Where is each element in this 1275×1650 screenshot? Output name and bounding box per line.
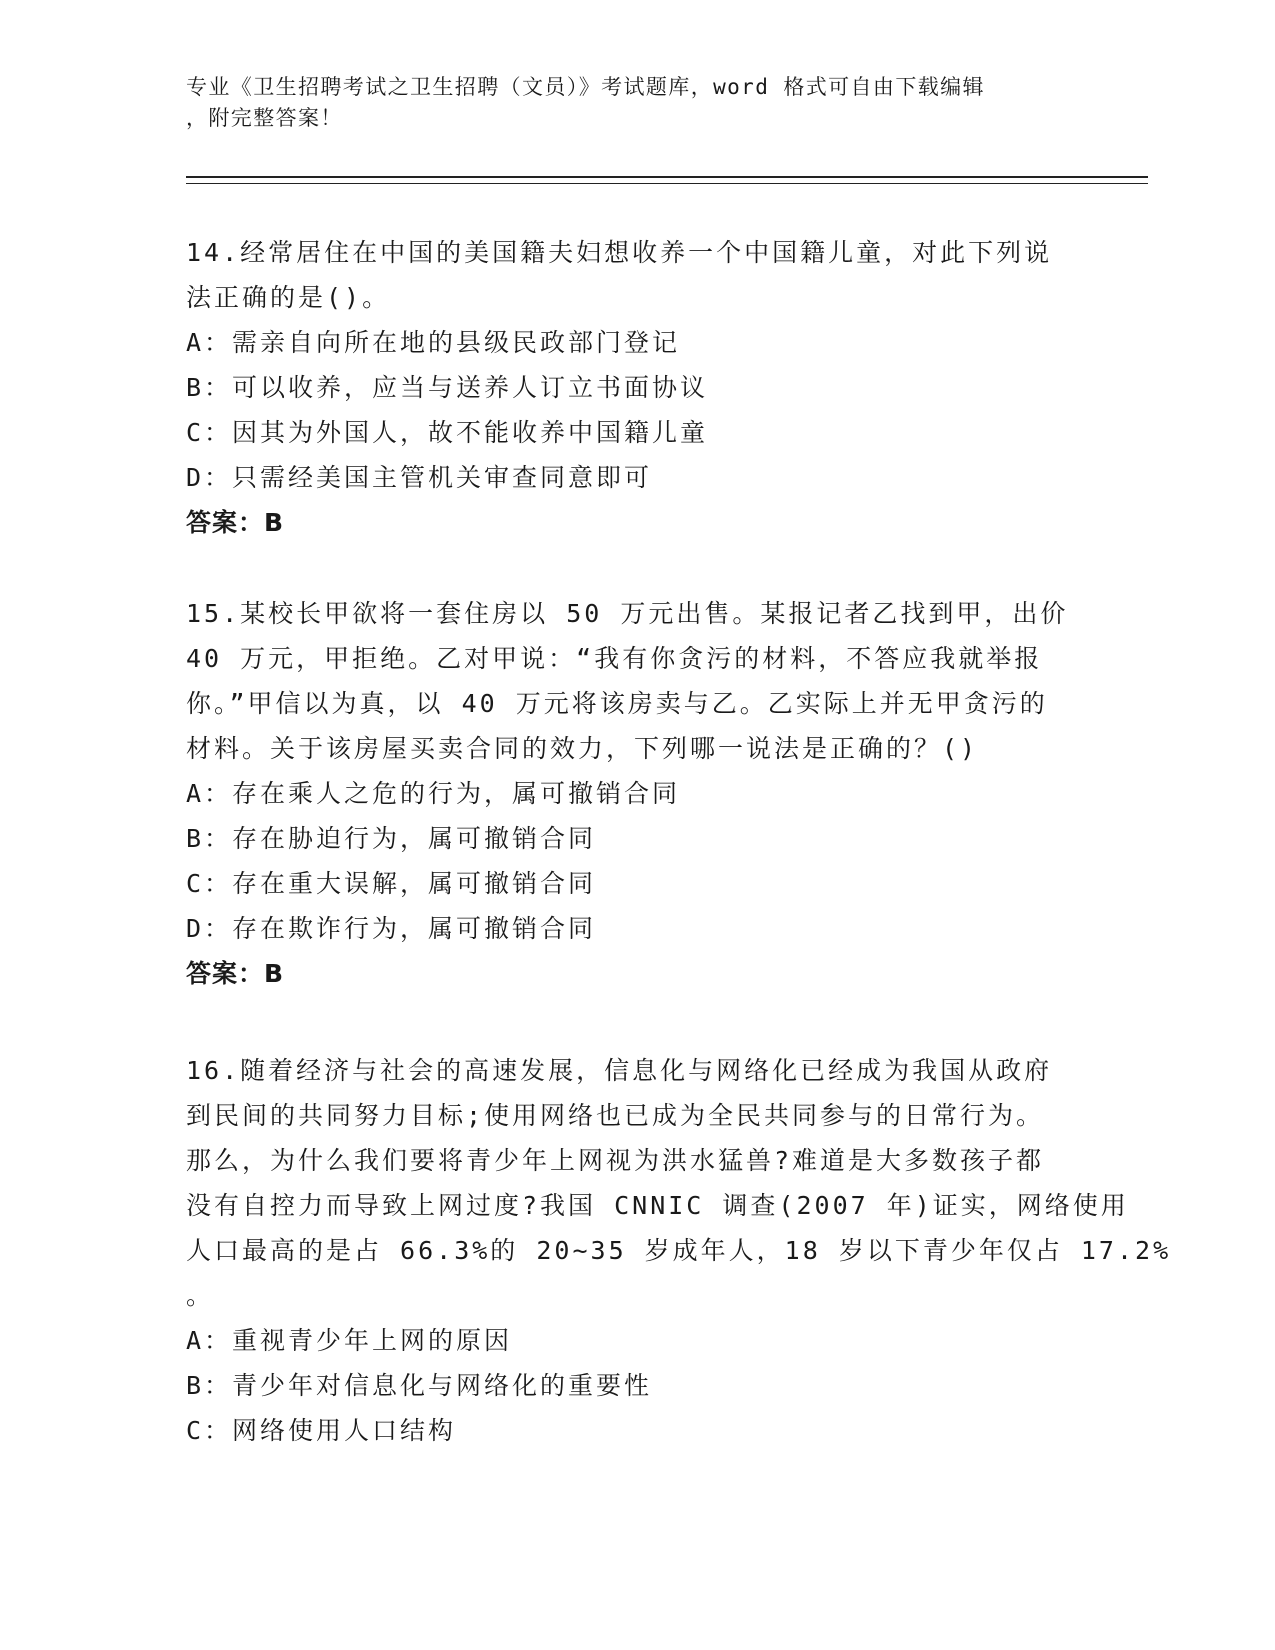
question-stem-line: 没有自控力而导致上网过度?我国 CNNIC 调查(2007 年)证实，网络使用 [186, 1191, 1129, 1220]
option-a: A：存在乘人之危的行为，属可撤销合同 [186, 779, 681, 808]
option-a: A：重视青少年上网的原因 [186, 1326, 513, 1355]
header-divider [186, 176, 1148, 184]
question-stem-line: 。 [186, 1281, 215, 1310]
question-stem-line: 到民间的共同努力目标;使用网络也已成为全民共同参与的日常行为。 [186, 1101, 1045, 1130]
option-b: B：存在胁迫行为，属可撤销合同 [186, 824, 597, 853]
option-c: C：存在重大误解，属可撤销合同 [186, 869, 597, 898]
option-d: D：存在欺诈行为，属可撤销合同 [186, 914, 597, 943]
question-stem-line: 14.经常居住在中国的美国籍夫妇想收养一个中国籍儿童，对此下列说 [186, 238, 1053, 267]
document-page [186, 72, 1172, 1445]
answer-line: 答案：B [186, 508, 285, 537]
option-a: A：需亲自向所在地的县级民政部门登记 [186, 328, 681, 357]
question-stem-line: 15.某校长甲欲将一套住房以 50 万元出售。某报记者乙找到甲，出价 [186, 599, 1069, 628]
question-stem-line: 你。”甲信以为真，以 40 万元将该房卖与乙。乙实际上并无甲贪污的 [186, 689, 1048, 718]
option-b: B：可以收养，应当与送养人订立书面协议 [186, 373, 709, 402]
option-b: B：青少年对信息化与网络化的重要性 [186, 1371, 653, 1400]
question-stem-line: 16.随着经济与社会的高速发展，信息化与网络化已经成为我国从政府 [186, 1056, 1053, 1085]
question-14 [186, 230, 1086, 545]
question-16 [186, 1048, 1172, 1453]
header-line: 专业《卫生招聘考试之卫生招聘（文员）》考试题库，word 格式可自由下载编辑 [186, 75, 985, 99]
option-d: D：只需经美国主管机关审查同意即可 [186, 463, 653, 492]
question-stem-line: 法正确的是()。 [186, 283, 391, 312]
question-stem-line: 材料。关于该房屋买卖合同的效力，下列哪一说法是正确的？() [186, 734, 979, 763]
header-line: ，附完整答案！ [186, 106, 343, 130]
question-stem-line: 那么，为什么我们要将青少年上网视为洪水猛兽?难道是大多数孩子都 [186, 1146, 1045, 1175]
question-stem-line: 40 万元，甲拒绝。乙对甲说：“我有你贪污的材料，不答应我就举报 [186, 644, 1043, 673]
question-stem-line: 人口最高的是占 66.3%的 20~35 岁成年人，18 岁以下青少年仅占 17.2% [186, 1236, 1172, 1265]
document-header [186, 72, 1086, 134]
question-15 [186, 591, 1086, 996]
option-c: C：网络使用人口结构 [186, 1416, 457, 1445]
option-c: C：因其为外国人，故不能收养中国籍儿童 [186, 418, 709, 447]
answer-line: 答案：B [186, 959, 285, 988]
